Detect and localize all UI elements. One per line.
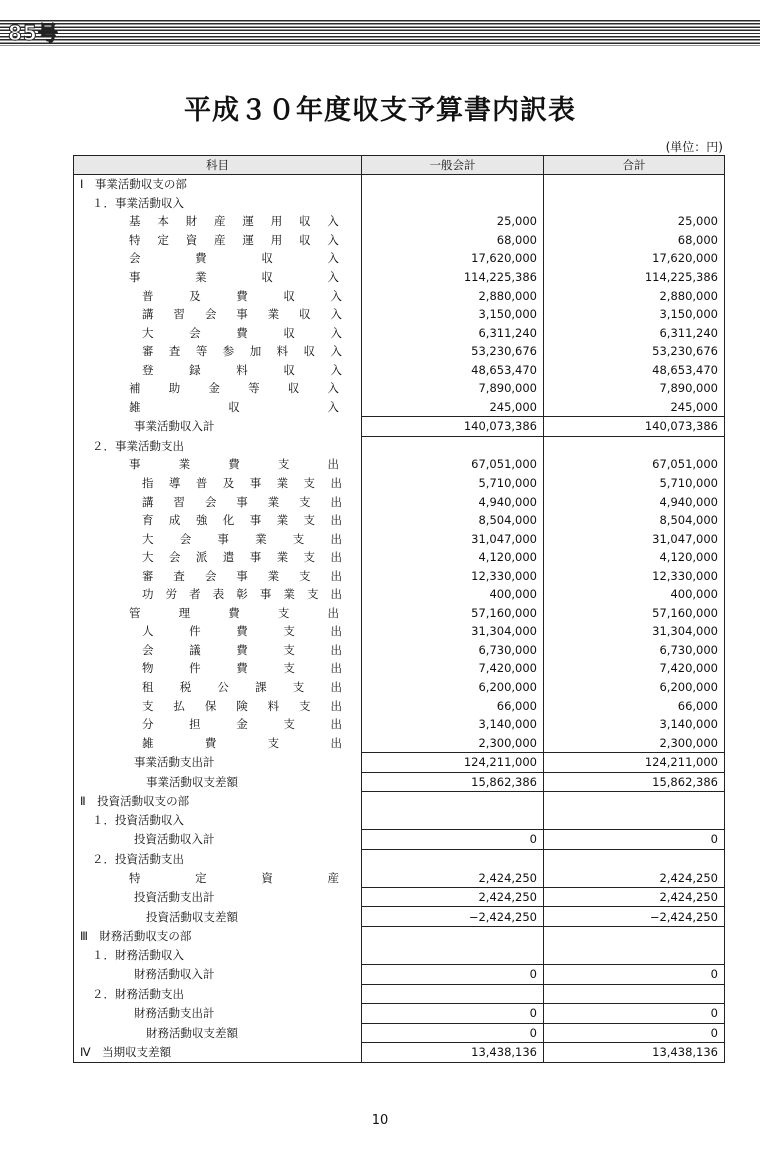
row-subject	[74, 286, 362, 305]
row-subject-text: 審 査 等 参 加 料 収 入	[142, 344, 342, 359]
row-subject	[74, 360, 362, 379]
row-total-amount: 114,225,386	[544, 268, 725, 287]
row-general-amount: 0	[362, 830, 544, 850]
row-general-amount	[362, 792, 544, 811]
row-subject	[74, 455, 362, 474]
table-row	[74, 715, 725, 734]
row-general-amount	[362, 811, 544, 830]
row-general-amount: 0	[362, 1023, 544, 1043]
row-total-amount	[544, 945, 725, 964]
row-subject	[74, 529, 362, 548]
row-subject-text: 講 習 会 事 業 収 入	[142, 307, 342, 322]
row-subject-text: 補 助 金 等 収 入	[129, 381, 339, 396]
row-subject	[74, 194, 362, 213]
table-row	[74, 1023, 725, 1043]
row-subject-text: 講 習 会 事 業 支 出	[142, 494, 342, 509]
row-total-amount: 140,073,386	[544, 417, 725, 437]
row-general-amount: 114,225,386	[362, 268, 544, 287]
issue-number: 85号	[8, 21, 59, 45]
row-subject-text: 事 業 費 支 出	[129, 457, 339, 472]
table-row	[74, 342, 725, 361]
table-row	[74, 887, 725, 907]
row-total-amount: 31,047,000	[544, 529, 725, 548]
row-subject-text: 大 会 費 収 入	[142, 325, 342, 340]
row-subject-text: 大 会 事 業 支 出	[142, 531, 342, 546]
row-total-amount: 0	[544, 964, 725, 984]
row-general-amount: 8,504,000	[362, 511, 544, 530]
table-row	[74, 984, 725, 1004]
row-total-amount: 57,160,000	[544, 604, 725, 623]
table-row	[74, 868, 725, 887]
table-row	[74, 474, 725, 493]
row-general-amount	[362, 194, 544, 213]
row-subject-text: 大 会 派 遣 事 業 支 出	[142, 550, 342, 565]
row-general-amount: 15,862,386	[362, 772, 544, 792]
row-total-amount	[544, 849, 725, 868]
row-subject	[74, 175, 362, 194]
row-general-amount	[362, 436, 544, 455]
row-subject-text: 人 件 費 支 出	[142, 624, 342, 639]
row-general-amount: 2,424,250	[362, 868, 544, 887]
row-subject-text: １．投資活動収入	[92, 813, 184, 828]
table-row	[74, 733, 725, 752]
row-general-amount: 48,653,470	[362, 360, 544, 379]
table-row	[74, 772, 725, 792]
row-total-amount: 7,890,000	[544, 379, 725, 398]
row-subject-text: Ⅱ 投資活動収支の部	[80, 794, 190, 809]
row-subject	[74, 548, 362, 567]
row-general-amount: 31,304,000	[362, 622, 544, 641]
row-total-amount: 53,230,676	[544, 342, 725, 361]
row-total-amount: 68,000	[544, 231, 725, 250]
row-subject	[74, 752, 362, 772]
row-subject	[74, 212, 362, 231]
table-row	[74, 678, 725, 697]
row-subject	[74, 1043, 362, 1063]
row-total-amount: 4,940,000	[544, 492, 725, 511]
row-subject	[74, 772, 362, 792]
row-general-amount: 400,000	[362, 585, 544, 604]
column-header-total: 合計	[544, 156, 725, 175]
row-general-amount: 67,051,000	[362, 455, 544, 474]
row-general-amount: 6,311,240	[362, 323, 544, 342]
row-general-amount: 25,000	[362, 212, 544, 231]
table-row	[74, 907, 725, 927]
row-general-amount: 6,200,000	[362, 678, 544, 697]
issue-header-bar	[0, 20, 760, 46]
row-general-amount: 2,880,000	[362, 286, 544, 305]
row-total-amount: 6,311,240	[544, 323, 725, 342]
table-row	[74, 659, 725, 678]
row-general-amount: 140,073,386	[362, 417, 544, 437]
row-general-amount	[362, 175, 544, 194]
row-total-amount: 3,150,000	[544, 305, 725, 324]
row-subject	[74, 379, 362, 398]
row-total-amount: 31,304,000	[544, 622, 725, 641]
row-general-amount: 124,211,000	[362, 752, 544, 772]
row-subject	[74, 436, 362, 455]
row-subject-text: 審 査 会 事 業 支 出	[142, 568, 342, 583]
row-general-amount: 53,230,676	[362, 342, 544, 361]
table-row	[74, 926, 725, 945]
row-general-amount: 7,890,000	[362, 379, 544, 398]
row-subject	[74, 249, 362, 268]
row-subject	[74, 492, 362, 511]
row-general-amount: 68,000	[362, 231, 544, 250]
row-total-amount: 0	[544, 830, 725, 850]
row-subject-text: 育 成 強 化 事 業 支 出	[142, 513, 342, 528]
row-subject-text: ２．投資活動支出	[92, 851, 184, 866]
page-title: 平成３０年度収支予算書内訳表	[184, 95, 576, 126]
row-general-amount: 3,150,000	[362, 305, 544, 324]
row-general-amount: 0	[362, 1004, 544, 1024]
table-row	[74, 811, 725, 830]
row-general-amount: 2,300,000	[362, 733, 544, 752]
row-general-amount: 7,420,000	[362, 659, 544, 678]
table-row	[74, 696, 725, 715]
row-subject	[74, 733, 362, 752]
row-total-amount: 245,000	[544, 398, 725, 417]
table-row	[74, 398, 725, 417]
row-subject	[74, 622, 362, 641]
row-subject-text: 投資活動支出計	[134, 890, 215, 905]
row-subject	[74, 887, 362, 907]
row-total-amount: 7,420,000	[544, 659, 725, 678]
row-total-amount	[544, 194, 725, 213]
row-subject	[74, 715, 362, 734]
table-row	[74, 249, 725, 268]
row-subject	[74, 604, 362, 623]
row-subject	[74, 511, 362, 530]
row-subject-text: 財務活動収支差額	[146, 1025, 238, 1040]
row-total-amount: 2,424,250	[544, 887, 725, 907]
row-subject-text: 財務活動支出計	[134, 1006, 215, 1021]
row-total-amount: 2,300,000	[544, 733, 725, 752]
row-general-amount: 57,160,000	[362, 604, 544, 623]
table-row	[74, 830, 725, 850]
row-total-amount: 4,120,000	[544, 548, 725, 567]
table-row	[74, 964, 725, 984]
row-total-amount: 0	[544, 1023, 725, 1043]
row-total-amount: 400,000	[544, 585, 725, 604]
row-general-amount: 13,438,136	[362, 1043, 544, 1063]
row-subject	[74, 323, 362, 342]
row-subject-text: 支 払 保 険 料 支 出	[142, 698, 342, 713]
table-row	[74, 305, 725, 324]
row-subject-text: 登 録 料 収 入	[142, 362, 342, 377]
table-row	[74, 529, 725, 548]
row-subject	[74, 398, 362, 417]
table-body	[74, 175, 725, 1063]
row-subject-text: 指 導 普 及 事 業 支 出	[142, 476, 342, 491]
row-total-amount: 6,200,000	[544, 678, 725, 697]
row-subject	[74, 1023, 362, 1043]
row-subject-text: ２．財務活動支出	[92, 986, 184, 1001]
row-subject	[74, 811, 362, 830]
table-row	[74, 379, 725, 398]
row-subject	[74, 659, 362, 678]
row-subject	[74, 696, 362, 715]
table-row	[74, 641, 725, 660]
row-total-amount	[544, 984, 725, 1004]
table-row	[74, 849, 725, 868]
row-subject	[74, 830, 362, 850]
row-subject-text: Ⅳ 当期収支差額	[80, 1045, 172, 1060]
row-general-amount: 5,710,000	[362, 474, 544, 493]
row-general-amount	[362, 984, 544, 1004]
row-subject	[74, 474, 362, 493]
row-subject	[74, 305, 362, 324]
row-total-amount: 8,504,000	[544, 511, 725, 530]
row-subject	[74, 268, 362, 287]
row-total-amount: −2,424,250	[544, 907, 725, 927]
table-row	[74, 752, 725, 772]
row-total-amount: 25,000	[544, 212, 725, 231]
row-subject	[74, 417, 362, 437]
row-general-amount: 0	[362, 964, 544, 984]
row-total-amount	[544, 436, 725, 455]
row-general-amount: 31,047,000	[362, 529, 544, 548]
row-subject-text: １．財務活動収入	[92, 947, 184, 962]
table-row	[74, 622, 725, 641]
table-row	[74, 492, 725, 511]
row-total-amount: 48,653,470	[544, 360, 725, 379]
row-subject-text: 普 及 費 収 入	[142, 288, 342, 303]
row-subject-text: 事業活動支出計	[134, 755, 215, 770]
row-general-amount: 17,620,000	[362, 249, 544, 268]
row-subject-text: 会 費 収 入	[129, 251, 339, 266]
page-number: 10	[371, 1113, 389, 1128]
row-subject	[74, 926, 362, 945]
row-subject-text: 財務活動収入計	[134, 967, 215, 982]
row-total-amount: 2,880,000	[544, 286, 725, 305]
row-general-amount: −2,424,250	[362, 907, 544, 927]
row-subject-text: 特 定 資 産	[129, 870, 339, 885]
row-total-amount	[544, 175, 725, 194]
row-total-amount: 2,424,250	[544, 868, 725, 887]
row-subject	[74, 231, 362, 250]
table-row	[74, 436, 725, 455]
table-row	[74, 360, 725, 379]
row-general-amount	[362, 945, 544, 964]
row-subject	[74, 792, 362, 811]
table-row	[74, 231, 725, 250]
row-general-amount	[362, 849, 544, 868]
row-subject-text: 雑 費 支 出	[142, 735, 342, 750]
row-general-amount: 12,330,000	[362, 566, 544, 585]
table-row	[74, 548, 725, 567]
row-general-amount: 4,120,000	[362, 548, 544, 567]
row-total-amount: 5,710,000	[544, 474, 725, 493]
row-general-amount: 2,424,250	[362, 887, 544, 907]
row-subject-text: 管 理 費 支 出	[129, 605, 339, 620]
row-subject-text: 功 労 者 表 彰 事 業 支 出	[142, 587, 342, 602]
row-total-amount: 66,000	[544, 696, 725, 715]
row-subject	[74, 678, 362, 697]
budget-table	[73, 155, 725, 1063]
table-row	[74, 417, 725, 437]
table-row	[74, 212, 725, 231]
row-subject-text: 投資活動収入計	[134, 832, 215, 847]
row-total-amount: 3,140,000	[544, 715, 725, 734]
table-row	[74, 604, 725, 623]
table-row	[74, 1004, 725, 1024]
row-subject	[74, 868, 362, 887]
row-total-amount	[544, 926, 725, 945]
row-subject-text: 会 議 費 支 出	[142, 642, 342, 657]
row-subject-text: Ⅰ 事業活動収支の部	[80, 177, 187, 192]
row-subject	[74, 641, 362, 660]
row-subject	[74, 907, 362, 927]
row-total-amount: 12,330,000	[544, 566, 725, 585]
table-row	[74, 286, 725, 305]
table-row	[74, 323, 725, 342]
table-row	[74, 945, 725, 964]
row-subject-text: 特 定 資 産 運 用 収 入	[129, 232, 339, 247]
row-subject-text: 分 担 金 支 出	[142, 717, 342, 732]
table-row	[74, 268, 725, 287]
row-subject	[74, 849, 362, 868]
table-row	[74, 455, 725, 474]
row-total-amount	[544, 792, 725, 811]
row-subject	[74, 566, 362, 585]
row-subject-text: 租 税 公 課 支 出	[142, 680, 342, 695]
row-general-amount: 245,000	[362, 398, 544, 417]
row-subject-text: ２．事業活動支出	[92, 438, 184, 453]
row-subject-text: 物 件 費 支 出	[142, 661, 342, 676]
row-total-amount: 67,051,000	[544, 455, 725, 474]
table-row	[74, 585, 725, 604]
row-subject-text: 事業活動収支差額	[146, 774, 238, 789]
row-subject	[74, 945, 362, 964]
row-subject-text: 事業活動収入計	[134, 419, 215, 434]
row-subject	[74, 964, 362, 984]
row-total-amount: 6,730,000	[544, 641, 725, 660]
row-subject-text: Ⅲ 財務活動収支の部	[80, 928, 192, 943]
table-row	[74, 511, 725, 530]
table-row	[74, 792, 725, 811]
row-total-amount: 17,620,000	[544, 249, 725, 268]
table-row	[74, 194, 725, 213]
row-general-amount: 6,730,000	[362, 641, 544, 660]
row-subject	[74, 984, 362, 1004]
unit-label: (単位：円)	[665, 140, 723, 154]
table-row	[74, 175, 725, 194]
row-subject	[74, 342, 362, 361]
table-header-row	[74, 156, 725, 175]
column-header-subject: 科目	[74, 156, 362, 175]
row-general-amount: 66,000	[362, 696, 544, 715]
row-subject-text: 事 業 収 入	[129, 270, 339, 284]
row-subject	[74, 1004, 362, 1024]
row-general-amount	[362, 926, 544, 945]
row-subject	[74, 585, 362, 604]
row-subject-text: 投資活動収支差額	[146, 909, 238, 924]
row-total-amount	[544, 811, 725, 830]
row-total-amount: 124,211,000	[544, 752, 725, 772]
row-total-amount: 15,862,386	[544, 772, 725, 792]
row-general-amount: 3,140,000	[362, 715, 544, 734]
table-row	[74, 566, 725, 585]
row-total-amount: 13,438,136	[544, 1043, 725, 1063]
row-subject-text: 基 本 財 産 運 用 収 入	[129, 214, 339, 229]
row-general-amount: 4,940,000	[362, 492, 544, 511]
row-subject-text: １．事業活動収入	[92, 195, 184, 210]
row-subject-text: 雑 収 入	[129, 400, 339, 415]
column-header-general: 一般会計	[362, 156, 544, 175]
table-row	[74, 1043, 725, 1063]
row-total-amount: 0	[544, 1004, 725, 1024]
